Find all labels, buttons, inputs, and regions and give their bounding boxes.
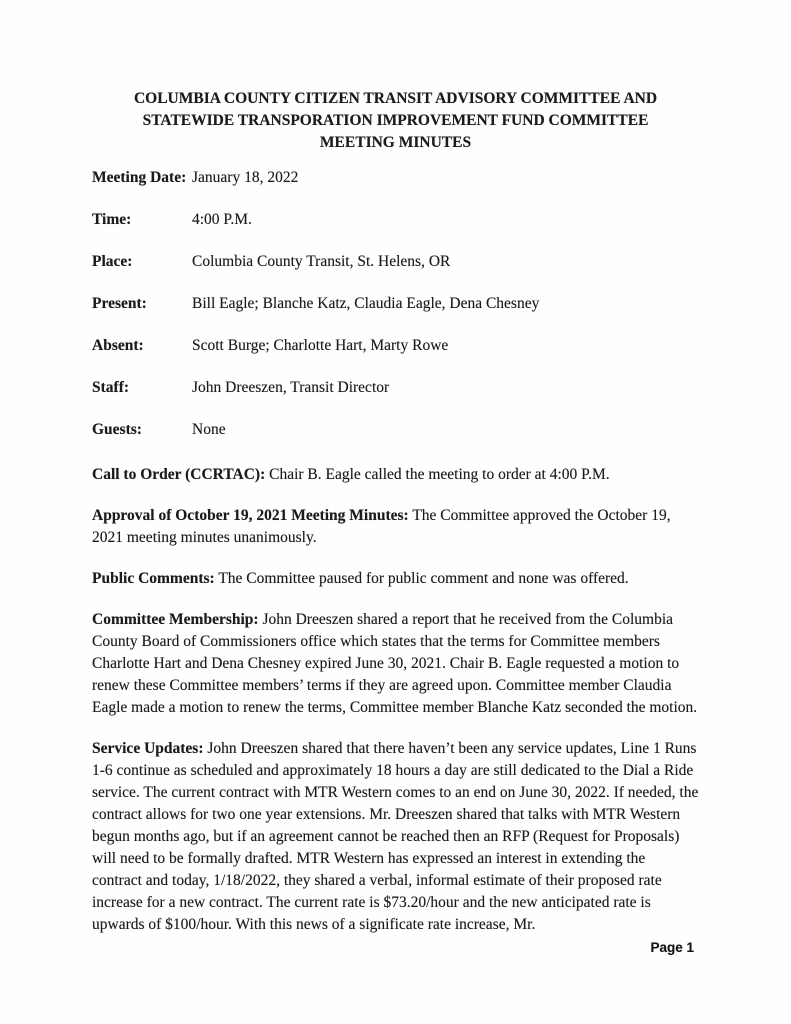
meeting-date-value: January 18, 2022 bbox=[192, 169, 299, 186]
title-line-2: STATEWIDE TRANSPORATION IMPROVEMENT FUND COMMITTEE bbox=[142, 112, 649, 129]
service-updates-heading: Service Updates: bbox=[92, 740, 204, 757]
title-line-1: COLUMBIA COUNTY CITIZEN TRANSIT ADVISORY COMMITTEE AND bbox=[133, 90, 658, 107]
title-line-3: MEETING MINUTES bbox=[319, 134, 472, 151]
minutes-approval-heading: Approval of October 19, 2021 Meeting Minutes: bbox=[92, 507, 409, 524]
present-label: Present: bbox=[92, 295, 147, 312]
call-to-order-text: Chair B. Eagle called the meeting to order at 4:00 P.M. bbox=[269, 466, 610, 483]
committee-membership-text: John Dreeszen shared a report that he received from the Columbia County Board of Commissioners office which states that the terms for Committee members Charlotte Hart and Dena Chesney expired June 30, 2021. Chair B. Eagle requested a motion to renew these Committee members’ terms if they are agreed upon. Committee member Claudia Eagle made a motion to renew the terms, Committee member Blanche Katz seconded the motion. bbox=[92, 611, 698, 716]
info-row-place bbox=[92, 254, 699, 270]
info-row-present bbox=[92, 296, 699, 312]
page-number: Page 1 bbox=[650, 940, 694, 955]
present-value: Bill Eagle; Blanche Katz, Claudia Eagle, Dena Chesney bbox=[192, 295, 540, 312]
paragraph-call-to-order bbox=[92, 464, 699, 486]
staff-value: John Dreeszen, Transit Director bbox=[192, 379, 390, 396]
meeting-info-section bbox=[92, 170, 699, 438]
guests-value: None bbox=[192, 421, 226, 438]
absent-label: Absent: bbox=[92, 337, 144, 354]
paragraph-service-updates bbox=[92, 738, 699, 936]
minutes-approval-text: The Committee approved the October 19, 2021 meeting minutes unanimously. bbox=[92, 507, 671, 546]
info-row-absent bbox=[92, 338, 699, 354]
absent-value: Scott Burge; Charlotte Hart, Marty Rowe bbox=[192, 337, 449, 354]
info-row-guests bbox=[92, 422, 699, 438]
document-title bbox=[92, 88, 699, 154]
paragraph-public-comments bbox=[92, 568, 699, 590]
info-row-meeting-date bbox=[92, 170, 699, 186]
time-value: 4:00 P.M. bbox=[192, 211, 252, 228]
service-updates-text: John Dreeszen shared that there haven’t been any service updates, Line 1 Runs 1-6 continue as scheduled and approximately 18 hours a day are still dedicated to the Dial a Ride service. The current contract with MTR Western comes to an end on June 30, 2022. If needed, the contract allows for two one year extensions. Mr. Dreeszen shared that talks with MTR Western begun months ago, but if an agreement cannot be reached then an RFP (Request for Proposals) will need to be formally drafted. MTR Western has expressed an interest in extending the contract and today, 1/18/2022, they shared a verbal, informal estimate of their proposed rate increase for a new contract. The current rate is $73.20/hour and the new anticipated rate is upwards of $100/hour. With this news of a significate rate increase, Mr. bbox=[92, 740, 699, 933]
time-label: Time: bbox=[92, 211, 132, 228]
place-value: Columbia County Transit, St. Helens, OR bbox=[192, 253, 451, 270]
meeting-date-label: Meeting Date: bbox=[92, 169, 187, 186]
committee-membership-heading: Committee Membership: bbox=[92, 611, 259, 628]
public-comments-heading: Public Comments: bbox=[92, 570, 215, 587]
public-comments-text: The Committee paused for public comment and none was offered. bbox=[218, 570, 629, 587]
place-label: Place: bbox=[92, 253, 133, 270]
staff-label: Staff: bbox=[92, 379, 130, 396]
paragraph-committee-membership bbox=[92, 609, 699, 719]
guests-label: Guests: bbox=[92, 421, 142, 438]
paragraph-minutes-approval bbox=[92, 505, 699, 549]
call-to-order-heading: Call to Order (CCRTAC): bbox=[92, 466, 266, 483]
info-row-staff bbox=[92, 380, 699, 396]
info-row-time bbox=[92, 212, 699, 228]
